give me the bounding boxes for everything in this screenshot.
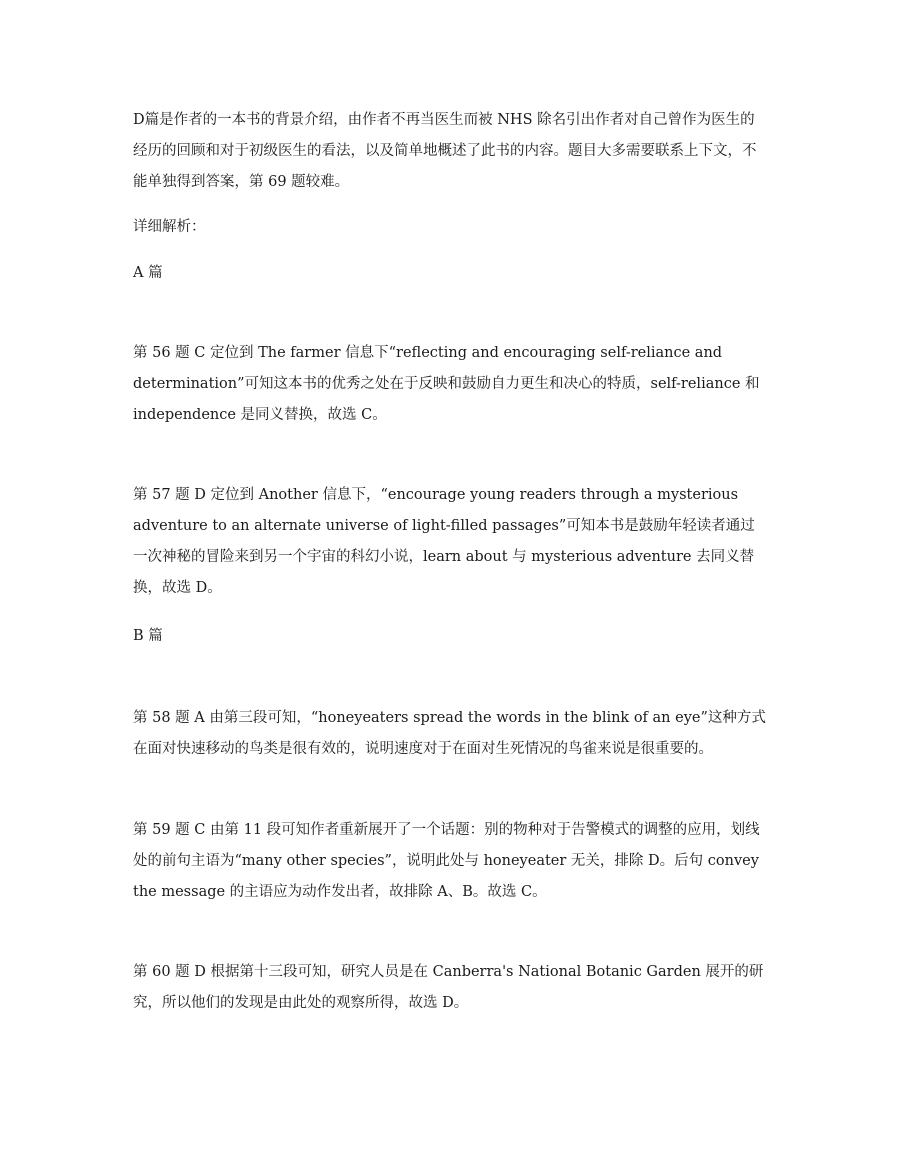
question-57-explanation: 第 57 题 D 定位到 Another 信息下，“encourage young readers through a mysterious adventure to an alternate universe of light-filled passages”可知本书是鼓励年轻读者通过一次神秘的冒险来到另一个宇宙的科幻小说，learn about 与 mysterious adventure 去同义替换，故选 D。: [133, 487, 755, 596]
question-56-explanation: 第 56 题 C 定位到 The farmer 信息下“reflecting and encouraging self-reliance and determination”可知这本书的优秀之处在于反映和鼓励自力更生和决心的特质，self-reliance 和 independence 是同义替换，故选 C。: [133, 345, 760, 423]
intro-paragraph: D篇是作者的一本书的背景介绍，由作者不再当医生而被 NHS 除名引出作者对自己曾作为医生的经历的回顾和对于初级医生的看法，以及简单地概述了此书的内容。题目大多需要联系上下文，不能单独得到答案，第 69 题较难。: [133, 112, 757, 190]
question-60-explanation: 第 60 题 D 根据第十三段可知，研究人员是在 Canberra's National Botanic Garden 展开的研究，所以他们的发现是由此处的观察所得，故选 D。: [133, 964, 764, 1011]
question-58-explanation: 第 58 题 A 由第三段可知，“honeyeaters spread the words in the blink of an eye”这种方式在面对快速移动的鸟类是很有效的，说明速度对于在面对生死情况的鸟雀来说是很重要的。: [133, 710, 766, 757]
section-a-title: A 篇: [133, 265, 163, 281]
detail-heading: 详细解析：: [133, 219, 206, 235]
section-b-title: B 篇: [133, 628, 163, 644]
question-59-explanation: 第 59 题 C 由第 11 段可知作者重新展开了一个话题：别的物种对于告警模式的调整的应用，划线处的前句主语为“many other species”，说明此处与 honeyeater 无关，排除 D。后句 convey the message 的主语应为动作发出者，故排除 A、B。故选 C。: [133, 822, 760, 900]
